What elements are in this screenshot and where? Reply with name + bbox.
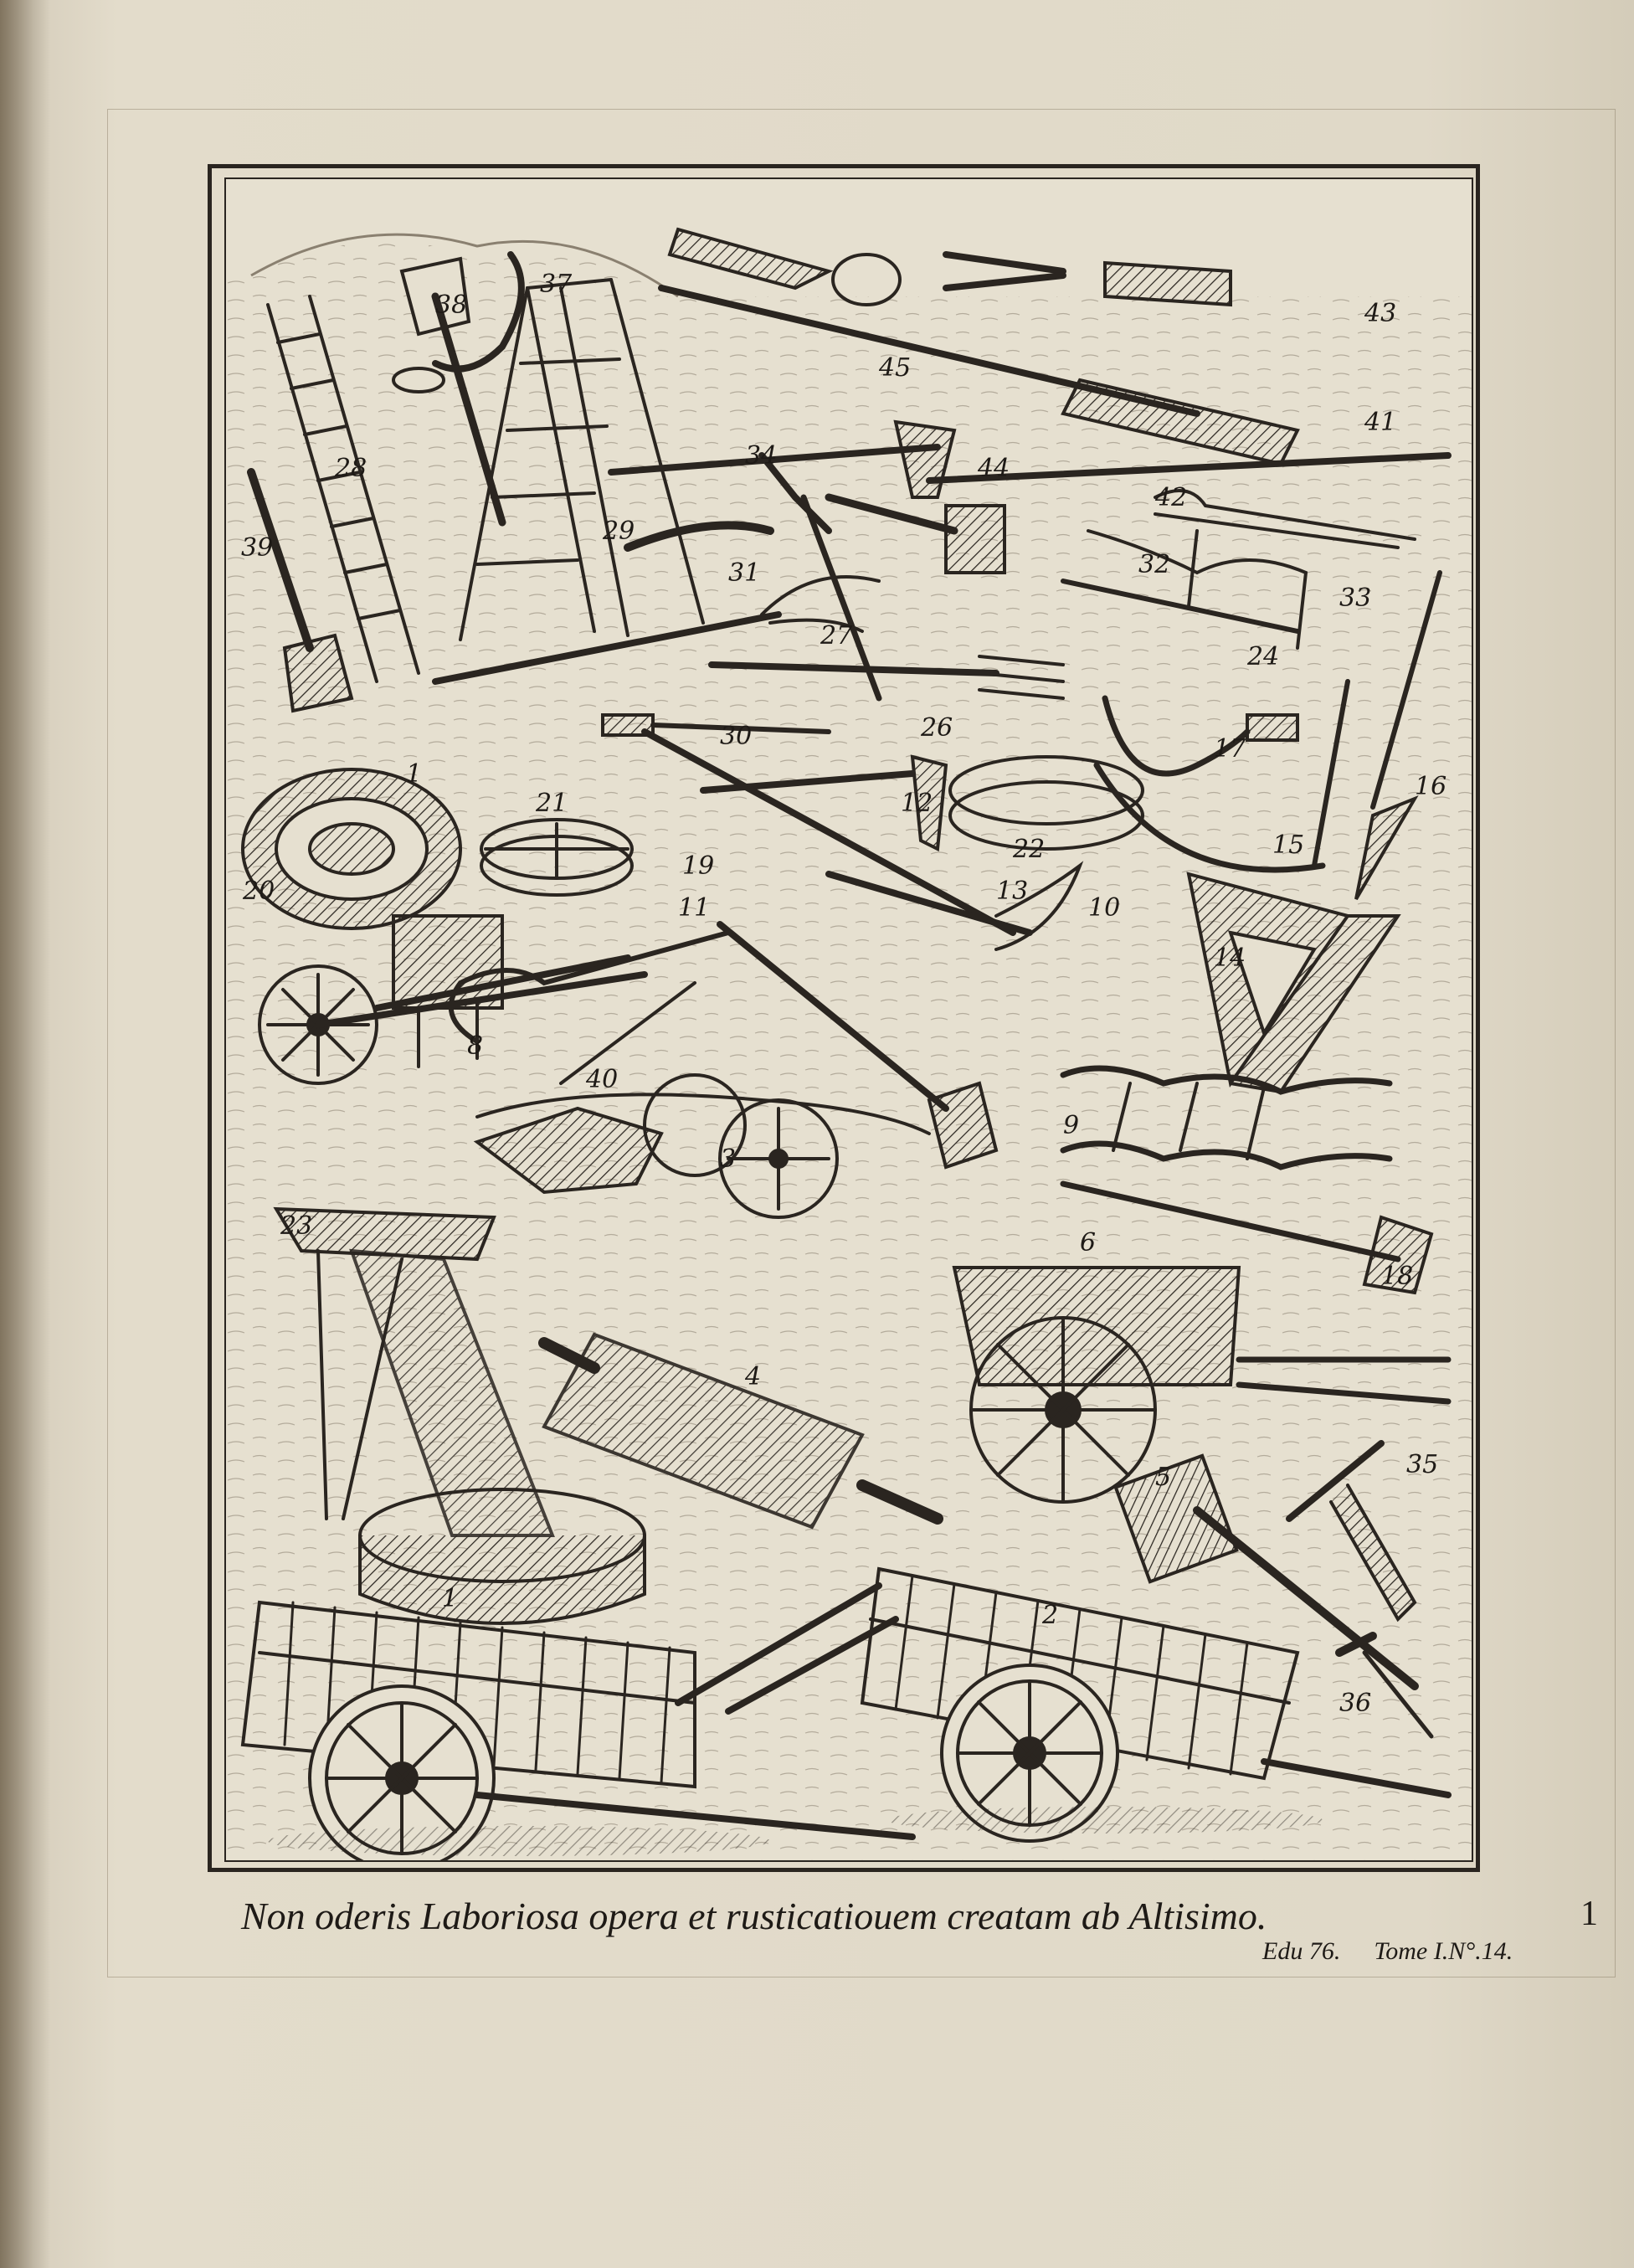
figure-label: 38 — [435, 291, 468, 320]
figure-label: 23 — [280, 1211, 313, 1241]
figure-label: 20 — [243, 877, 275, 906]
figure-label: 9 — [1063, 1111, 1080, 1140]
figure-label: 27 — [820, 621, 853, 651]
figure-label: 34 — [745, 441, 778, 471]
figure-label: 14 — [1214, 944, 1246, 973]
figure-label: 33 — [1339, 584, 1372, 613]
figure-label: 32 — [1138, 550, 1171, 579]
figure-label: 1 — [406, 759, 423, 789]
figure-label: 11 — [678, 893, 711, 923]
figure-label: 39 — [241, 533, 274, 563]
figure-label: 16 — [1415, 772, 1447, 801]
figure-label: 45 — [879, 353, 912, 383]
figure-label: 24 — [1247, 642, 1280, 671]
figure-label: 22 — [1013, 835, 1046, 864]
plate-caption: Non oderis Laboriosa opera et rusticatiouem creatam ab Altisimo. — [241, 1895, 1267, 1937]
edition-label: Edu 76. — [1262, 1937, 1341, 1965]
figure-label: 10 — [1088, 893, 1121, 923]
binding-shadow — [0, 0, 50, 2268]
figure-label: 15 — [1272, 831, 1305, 860]
figure-label: 30 — [720, 722, 753, 751]
figure-label: 18 — [1381, 1262, 1414, 1291]
figure-label: 36 — [1339, 1689, 1372, 1718]
figure-label: 28 — [335, 454, 367, 483]
figure-label: 41 — [1364, 408, 1397, 437]
figure-label: 19 — [682, 851, 715, 881]
figure-label: 3 — [720, 1144, 737, 1174]
basket-tool — [243, 769, 460, 928]
figure-label: 31 — [728, 558, 761, 588]
figure-label: 1 — [442, 1584, 459, 1613]
figure-label: 2 — [1042, 1601, 1059, 1630]
figure-label: 6 — [1080, 1228, 1097, 1257]
edition-reference — [1262, 1937, 1546, 1966]
tome-label: Tome I.N°.14. — [1374, 1937, 1513, 1965]
figure-label: 13 — [996, 877, 1029, 906]
plate-number: 1 — [1580, 1895, 1598, 1933]
figure-label: 35 — [1406, 1450, 1439, 1479]
engraving-plate — [224, 177, 1473, 1862]
figure-label: 44 — [978, 454, 1010, 483]
figure-label: 42 — [1155, 483, 1188, 512]
figure-label: 40 — [586, 1065, 619, 1094]
figure-label: 8 — [467, 1031, 484, 1061]
figure-label: 12 — [901, 789, 933, 818]
figure-label: 5 — [1155, 1463, 1172, 1492]
engraving-illustration — [226, 179, 1472, 1860]
figure-label: 29 — [603, 517, 635, 546]
cart-shadow — [887, 1807, 1323, 1833]
cart-shadow — [268, 1826, 770, 1856]
figure-label: 17 — [1214, 734, 1246, 764]
figure-label: 21 — [536, 789, 568, 818]
figure-label: 43 — [1364, 299, 1397, 328]
figure-label: 37 — [540, 270, 573, 299]
figure-label: 4 — [745, 1362, 762, 1391]
figure-label: 26 — [921, 713, 953, 743]
